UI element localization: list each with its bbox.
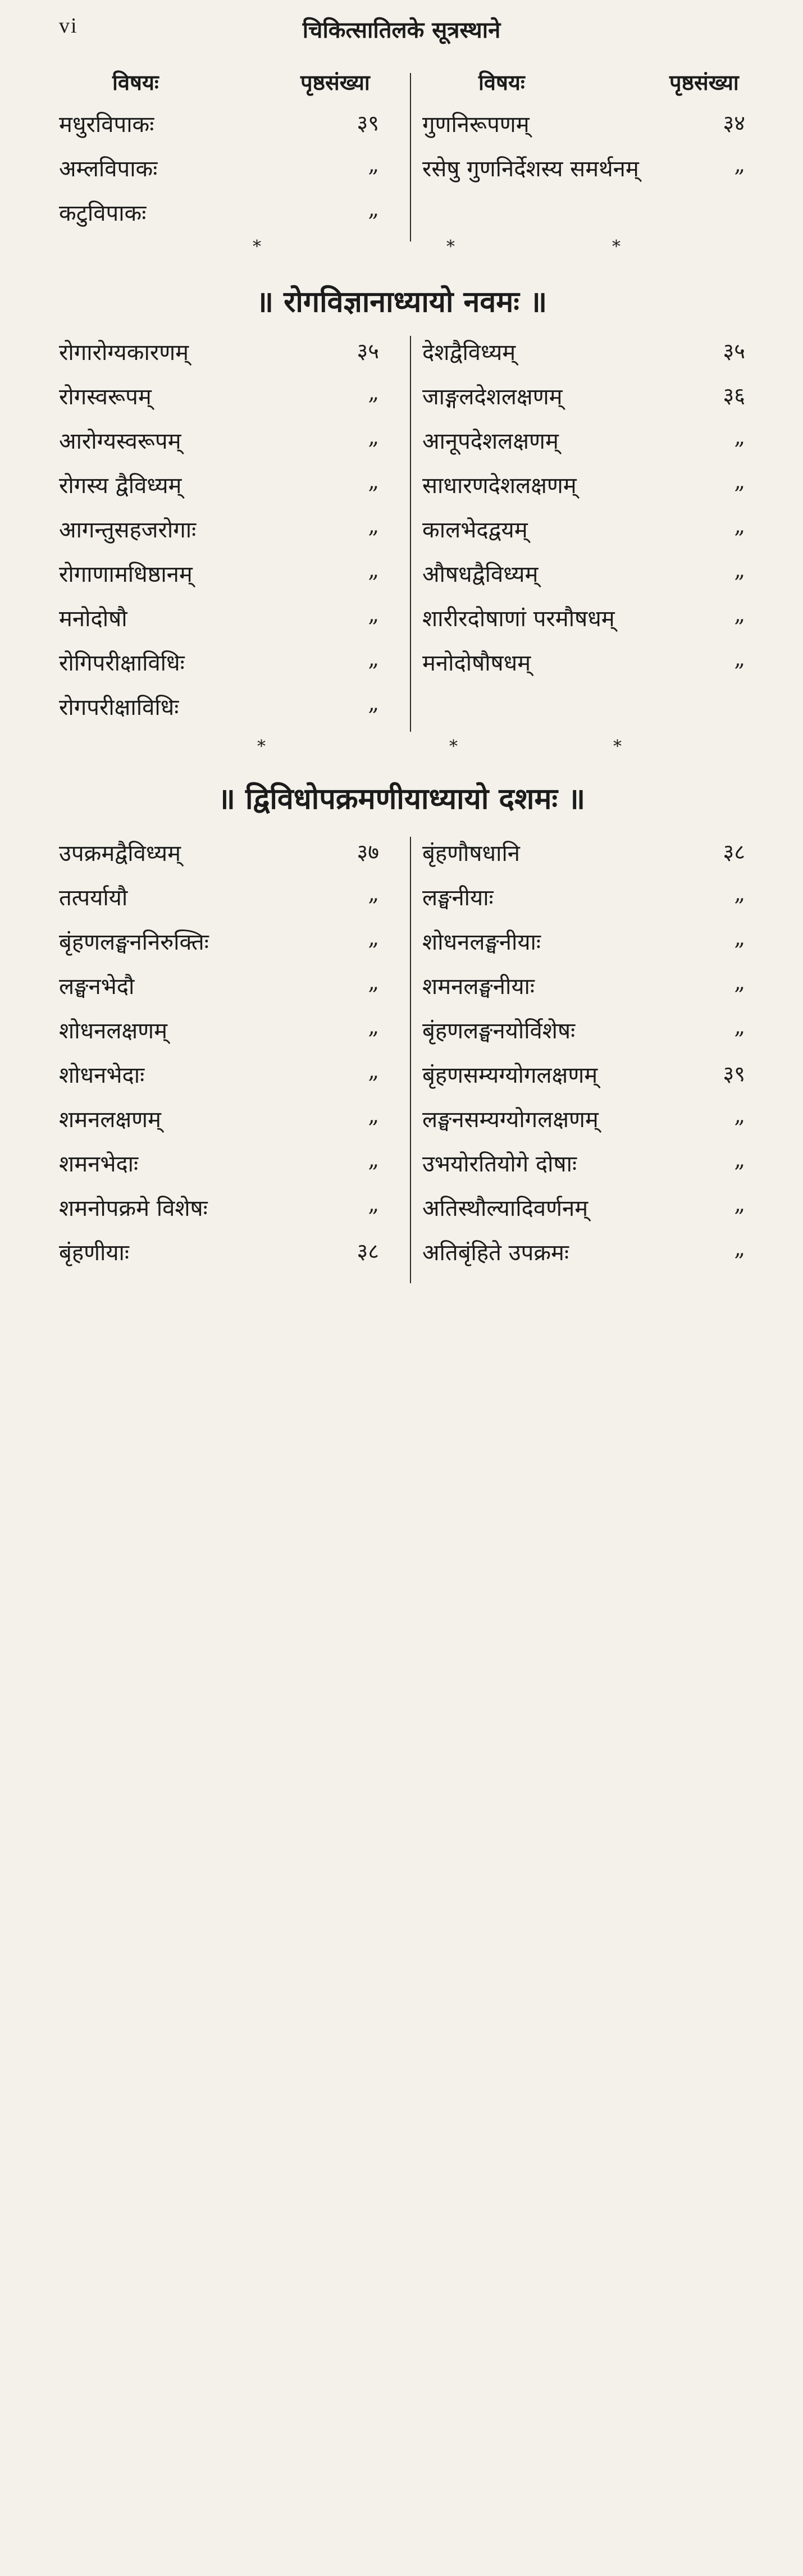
column-divider <box>410 336 411 732</box>
entry-page-number: „ <box>734 1192 745 1216</box>
entry-page-number: ३८ <box>723 840 745 864</box>
entry-title: अतिबृंहिते उपक्रमः <box>422 1240 569 1266</box>
toc-entry <box>59 1103 385 1147</box>
chapter-10-contents <box>0 837 803 1286</box>
separator-stars <box>0 737 803 754</box>
entry-title: रोगस्य द्वैविध्यम् <box>59 473 182 499</box>
entry-page-number: „ <box>734 1236 745 1261</box>
page-heading: पृष्ठसंख्या <box>300 70 370 95</box>
column-divider <box>410 73 411 241</box>
entry-page-number: „ <box>368 1192 379 1216</box>
toc-entry <box>422 602 754 646</box>
toc-entry <box>422 646 754 691</box>
toc-entry <box>59 1059 385 1103</box>
entry-title: मनोदोषौ <box>59 606 127 632</box>
entry-title: औषधद्वैविध्यम् <box>422 562 539 587</box>
right-column <box>422 336 754 691</box>
column-header <box>422 67 754 108</box>
star: * <box>449 737 458 756</box>
star: * <box>613 737 622 756</box>
left-column <box>59 67 385 241</box>
toc-entry <box>59 691 385 735</box>
section-continued <box>0 67 803 247</box>
entry-page-number: „ <box>368 1014 379 1039</box>
toc-entry <box>422 425 754 469</box>
toc-entry <box>422 1192 754 1236</box>
toc-entry <box>59 602 385 646</box>
star: * <box>257 737 266 756</box>
entry-page-number: „ <box>368 1103 379 1128</box>
star: * <box>612 237 620 257</box>
toc-entry <box>59 646 385 691</box>
entry-title: रोगपरीक्षाविधिः <box>59 695 179 721</box>
entry-title: रोगिपरीक्षाविधिः <box>59 650 185 676</box>
entry-title: बृंहणसम्यग्योगलक्षणम् <box>422 1063 598 1088</box>
toc-entry <box>422 1236 754 1280</box>
entry-page-number: „ <box>368 425 379 449</box>
toc-entry <box>59 1236 385 1280</box>
entry-page-number: „ <box>368 513 379 538</box>
right-column <box>422 67 754 197</box>
page-header <box>0 13 803 47</box>
chapter-heading: ॥ रोगविज्ञानाध्यायो नवमः ॥ <box>256 285 548 319</box>
entry-title: शोधनलक्षणम् <box>59 1018 167 1044</box>
chapter-heading: ॥ द्विविधोपक्रमणीयाध्यायो दशमः ॥ <box>217 782 586 816</box>
entry-title: शमनोपक्रमे विशेषः <box>59 1196 208 1221</box>
entry-title: बृंहणलङ्घननिरुक्तिः <box>59 929 209 955</box>
entry-page-number: „ <box>734 1014 745 1039</box>
entry-page-number: „ <box>368 1147 379 1172</box>
toc-entry <box>59 380 385 425</box>
entry-page-number: „ <box>734 152 745 177</box>
chapter-9-contents <box>0 336 803 740</box>
running-title: चिकित्सातिलके सूत्रस्थाने <box>302 17 501 43</box>
toc-entry <box>59 1192 385 1236</box>
entry-title: आरोग्यस्वरूपम् <box>59 428 181 454</box>
toc-entry <box>422 1103 754 1147</box>
toc-entry <box>59 1014 385 1059</box>
entry-page-number: „ <box>734 425 745 449</box>
entry-title: देशद्वैविध्यम् <box>422 340 516 366</box>
entry-title: बृंहणौषधानि <box>422 841 520 867</box>
entry-title: अम्लविपाकः <box>59 156 158 182</box>
toc-entry <box>59 925 385 970</box>
entry-page-number: ३६ <box>723 383 745 408</box>
entry-page-number: „ <box>368 469 379 494</box>
toc-entry <box>422 1059 754 1103</box>
entry-page-number: „ <box>368 602 379 627</box>
entry-title: उपक्रमद्वैविध्यम् <box>59 841 181 867</box>
entry-title: कालभेदद्वयम् <box>422 517 528 543</box>
entry-title: जाङ्गलदेशलक्षणम् <box>422 384 563 410</box>
entry-title: बृंहणलङ्घनयोर्विशेषः <box>422 1018 576 1044</box>
entry-title: शोधनलङ्घनीयाः <box>422 929 541 955</box>
entry-page-number: „ <box>368 970 379 995</box>
toc-entry <box>422 1147 754 1192</box>
entry-page-number: „ <box>734 558 745 582</box>
column-header <box>59 67 385 108</box>
entry-page-number: ३५ <box>723 339 745 363</box>
toc-entry <box>422 1014 754 1059</box>
entry-page-number: „ <box>734 1147 745 1172</box>
entry-title: लङ्घनीयाः <box>422 885 494 911</box>
entry-title: शोधनभेदाः <box>59 1063 145 1088</box>
star: * <box>446 237 455 257</box>
entry-page-number: ३९ <box>723 1061 745 1086</box>
page-heading: पृष्ठसंख्या <box>669 70 739 95</box>
toc-entry <box>422 380 754 425</box>
column-divider <box>410 837 411 1283</box>
entry-title: मनोदोषौषधम् <box>422 650 531 676</box>
entry-page-number: „ <box>368 380 379 405</box>
toc-entry <box>59 837 385 881</box>
left-column <box>59 837 385 1280</box>
entry-title: लङ्घनसम्यग्योगलक्षणम् <box>422 1107 599 1133</box>
toc-entry <box>422 925 754 970</box>
entry-page-number: ३७ <box>357 840 379 864</box>
separator-stars <box>0 237 803 257</box>
toc-entry <box>59 108 385 152</box>
toc-entry <box>422 469 754 513</box>
right-column <box>422 837 754 1280</box>
toc-entry <box>59 513 385 558</box>
entry-page-number: „ <box>734 881 745 906</box>
entry-page-number: ३८ <box>357 1239 379 1264</box>
toc-entry <box>422 881 754 925</box>
toc-entry <box>59 425 385 469</box>
entry-page-number: „ <box>368 691 379 715</box>
toc-entry <box>422 513 754 558</box>
entry-title: शमनलक्षणम् <box>59 1107 161 1133</box>
entry-page-number: „ <box>734 513 745 538</box>
entry-page-number: „ <box>734 970 745 995</box>
entry-page-number: „ <box>734 925 745 950</box>
toc-entry <box>59 1147 385 1192</box>
toc-entry <box>59 558 385 602</box>
entry-page-number: „ <box>734 469 745 494</box>
toc-entry <box>422 837 754 881</box>
entry-page-number: „ <box>368 558 379 582</box>
toc-entry <box>59 197 385 241</box>
entry-title: गुणनिरूपणम् <box>422 112 530 138</box>
entry-title: कटुविपाकः <box>59 200 147 226</box>
entry-page-number: „ <box>734 1103 745 1128</box>
subject-heading: विषयः <box>112 70 159 95</box>
entry-page-number: „ <box>734 602 745 627</box>
toc-entry <box>59 336 385 380</box>
toc-entry <box>59 881 385 925</box>
entry-title: शारीरदोषाणां परमौषधम् <box>422 606 615 632</box>
toc-entry <box>422 970 754 1014</box>
entry-page-number: „ <box>368 152 379 177</box>
entry-page-number: „ <box>368 646 379 671</box>
entry-title: शमनलङ्घनीयाः <box>422 974 535 1000</box>
entry-title: रोगस्वरूपम् <box>59 384 152 410</box>
star: * <box>253 237 261 257</box>
toc-entry <box>422 558 754 602</box>
entry-title: उभयोरतियोगे दोषाः <box>422 1151 577 1177</box>
page-number: vi <box>59 14 78 38</box>
entry-title: लङ्घनभेदौ <box>59 974 135 1000</box>
entry-title: अतिस्थौल्यादिवर्णनम् <box>422 1196 588 1221</box>
toc-entry <box>422 108 754 152</box>
entry-page-number: „ <box>368 925 379 950</box>
left-column <box>59 336 385 735</box>
entry-title: शमनभेदाः <box>59 1151 139 1177</box>
entry-page-number: „ <box>368 1059 379 1083</box>
entry-title: मधुरविपाकः <box>59 112 154 138</box>
entry-title: रसेषु गुणनिर्देशस्य समर्थनम् <box>422 156 639 182</box>
entry-title: रोगाणामधिष्ठानम् <box>59 562 193 587</box>
subject-heading: विषयः <box>478 70 525 95</box>
entry-title: रोगारोग्यकारणम् <box>59 340 189 366</box>
entry-page-number: „ <box>368 197 379 221</box>
entry-title: साधारणदेशलक्षणम् <box>422 473 577 499</box>
toc-entry <box>59 152 385 197</box>
entry-page-number: ३५ <box>357 339 379 363</box>
entry-page-number: „ <box>368 881 379 906</box>
entry-title: आनूपदेशलक्षणम् <box>422 428 559 454</box>
entry-page-number: „ <box>734 646 745 671</box>
toc-entry <box>422 336 754 380</box>
entry-title: तत्पर्यायौ <box>59 885 128 911</box>
entry-page-number: ३९ <box>357 111 379 135</box>
toc-entry <box>59 970 385 1014</box>
toc-entry <box>422 152 754 197</box>
entry-title: बृंहणीयाः <box>59 1240 129 1266</box>
entry-page-number: ३४ <box>723 111 745 135</box>
toc-entry <box>59 469 385 513</box>
entry-title: आगन्तुसहजरोगाः <box>59 517 197 543</box>
